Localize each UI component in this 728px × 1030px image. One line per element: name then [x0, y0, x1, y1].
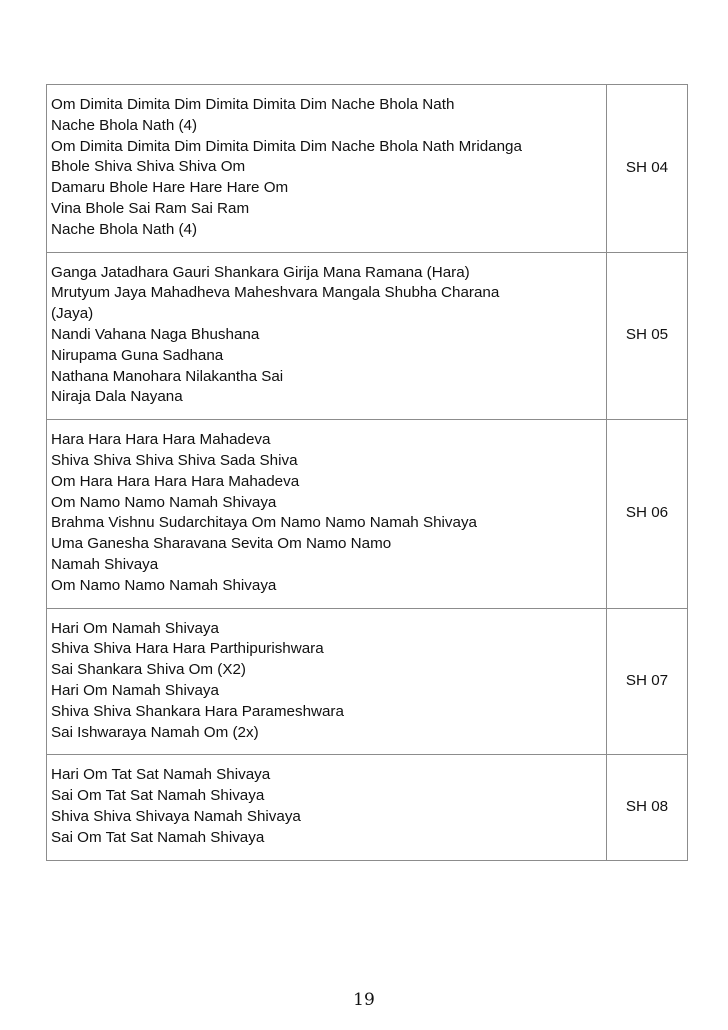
lyric-line: Hari Om Namah Shivaya — [51, 619, 219, 637]
lyric-line: Shiva Shiva Shankara Hara Parameshwara — [51, 702, 344, 720]
bhajan-row — [47, 755, 688, 860]
lyric-line: Sai Shankara Shiva Om (X2) — [51, 661, 246, 679]
lyric-line: Nathana Manohara Nilakantha Sai — [51, 367, 284, 385]
lyrics-cell — [47, 252, 607, 420]
lyric-line: Om Namo Namo Namah Shivaya — [51, 576, 277, 594]
bhajan-row — [47, 85, 688, 253]
bhajan-table-body — [47, 85, 688, 861]
lyric-line: Om Dimita Dimita Dim Dimita Dimita Dim Nache Bhola Nath Mridanga — [51, 137, 522, 155]
lyric-line: Vina Bhole Sai Ram Sai Ram — [51, 199, 250, 217]
page-number: 19 — [353, 990, 375, 1010]
lyric-line: Nache Bhola Nath (4) — [51, 220, 198, 238]
lyric-line: Mrutyum Jaya Mahadheva Maheshvara Mangala Shubha Charana — [51, 284, 500, 302]
lyrics-cell — [47, 420, 607, 608]
lyric-line: Shiva Shiva Hara Hara Parthipurishwara — [51, 640, 324, 658]
bhajan-row — [47, 420, 688, 608]
lyric-line: Shiva Shiva Shiva Shiva Sada Shiva — [51, 451, 298, 469]
lyric-line: Nandi Vahana Naga Bhushana — [51, 325, 260, 343]
lyric-line: Om Dimita Dimita Dim Dimita Dimita Dim Nache Bhola Nath — [51, 96, 455, 113]
bhajan-row — [47, 608, 688, 755]
bhajan-code: SH 06 — [607, 420, 688, 608]
lyric-line: Namah Shivaya — [51, 555, 159, 573]
lyric-line: Hara Hara Hara Hara Mahadeva — [51, 431, 271, 449]
lyric-line: Shiva Shiva Shivaya Namah Shivaya — [51, 807, 301, 825]
lyric-line: Om Hara Hara Hara Hara Mahadeva — [51, 472, 300, 490]
lyric-line: Niraja Dala Nayana — [51, 388, 183, 406]
bhajan-row — [47, 252, 688, 420]
lyric-line: Om Namo Namo Namah Shivaya — [51, 493, 277, 511]
bhajan-table — [46, 84, 688, 861]
lyric-line: Damaru Bhole Hare Hare Hare Om — [51, 179, 289, 197]
lyrics-cell — [47, 755, 607, 860]
lyric-line: Nirupama Guna Sadhana — [51, 346, 224, 364]
lyric-line: Sai Om Tat Sat Namah Shivaya — [51, 787, 265, 805]
lyric-line: Hari Om Tat Sat Namah Shivaya — [51, 766, 271, 784]
lyric-line: Ganga Jatadhara Gauri Shankara Girija Mana Ramana (Hara) — [51, 263, 470, 281]
bhajan-code: SH 05 — [607, 252, 688, 420]
bhajan-code: SH 08 — [607, 755, 688, 860]
lyric-line: Uma Ganesha Sharavana Sevita Om Namo Namo — [51, 535, 392, 553]
lyric-line: (Jaya) — [51, 305, 94, 323]
lyric-line: Sai Om Tat Sat Namah Shivaya — [51, 828, 265, 846]
lyric-line: Bhole Shiva Shiva Shiva Om — [51, 158, 246, 176]
lyrics-cell — [47, 85, 607, 253]
bhajan-code: SH 07 — [607, 608, 688, 755]
lyric-line: Nache Bhola Nath (4) — [51, 116, 198, 134]
lyric-line: Sai Ishwaraya Namah Om (2x) — [51, 723, 259, 741]
lyric-line: Brahma Vishnu Sudarchitaya Om Namo Namo Namah Shivaya — [51, 514, 478, 532]
lyrics-cell — [47, 608, 607, 755]
bhajan-code: SH 04 — [607, 85, 688, 253]
lyric-line: Hari Om Namah Shivaya — [51, 681, 219, 699]
